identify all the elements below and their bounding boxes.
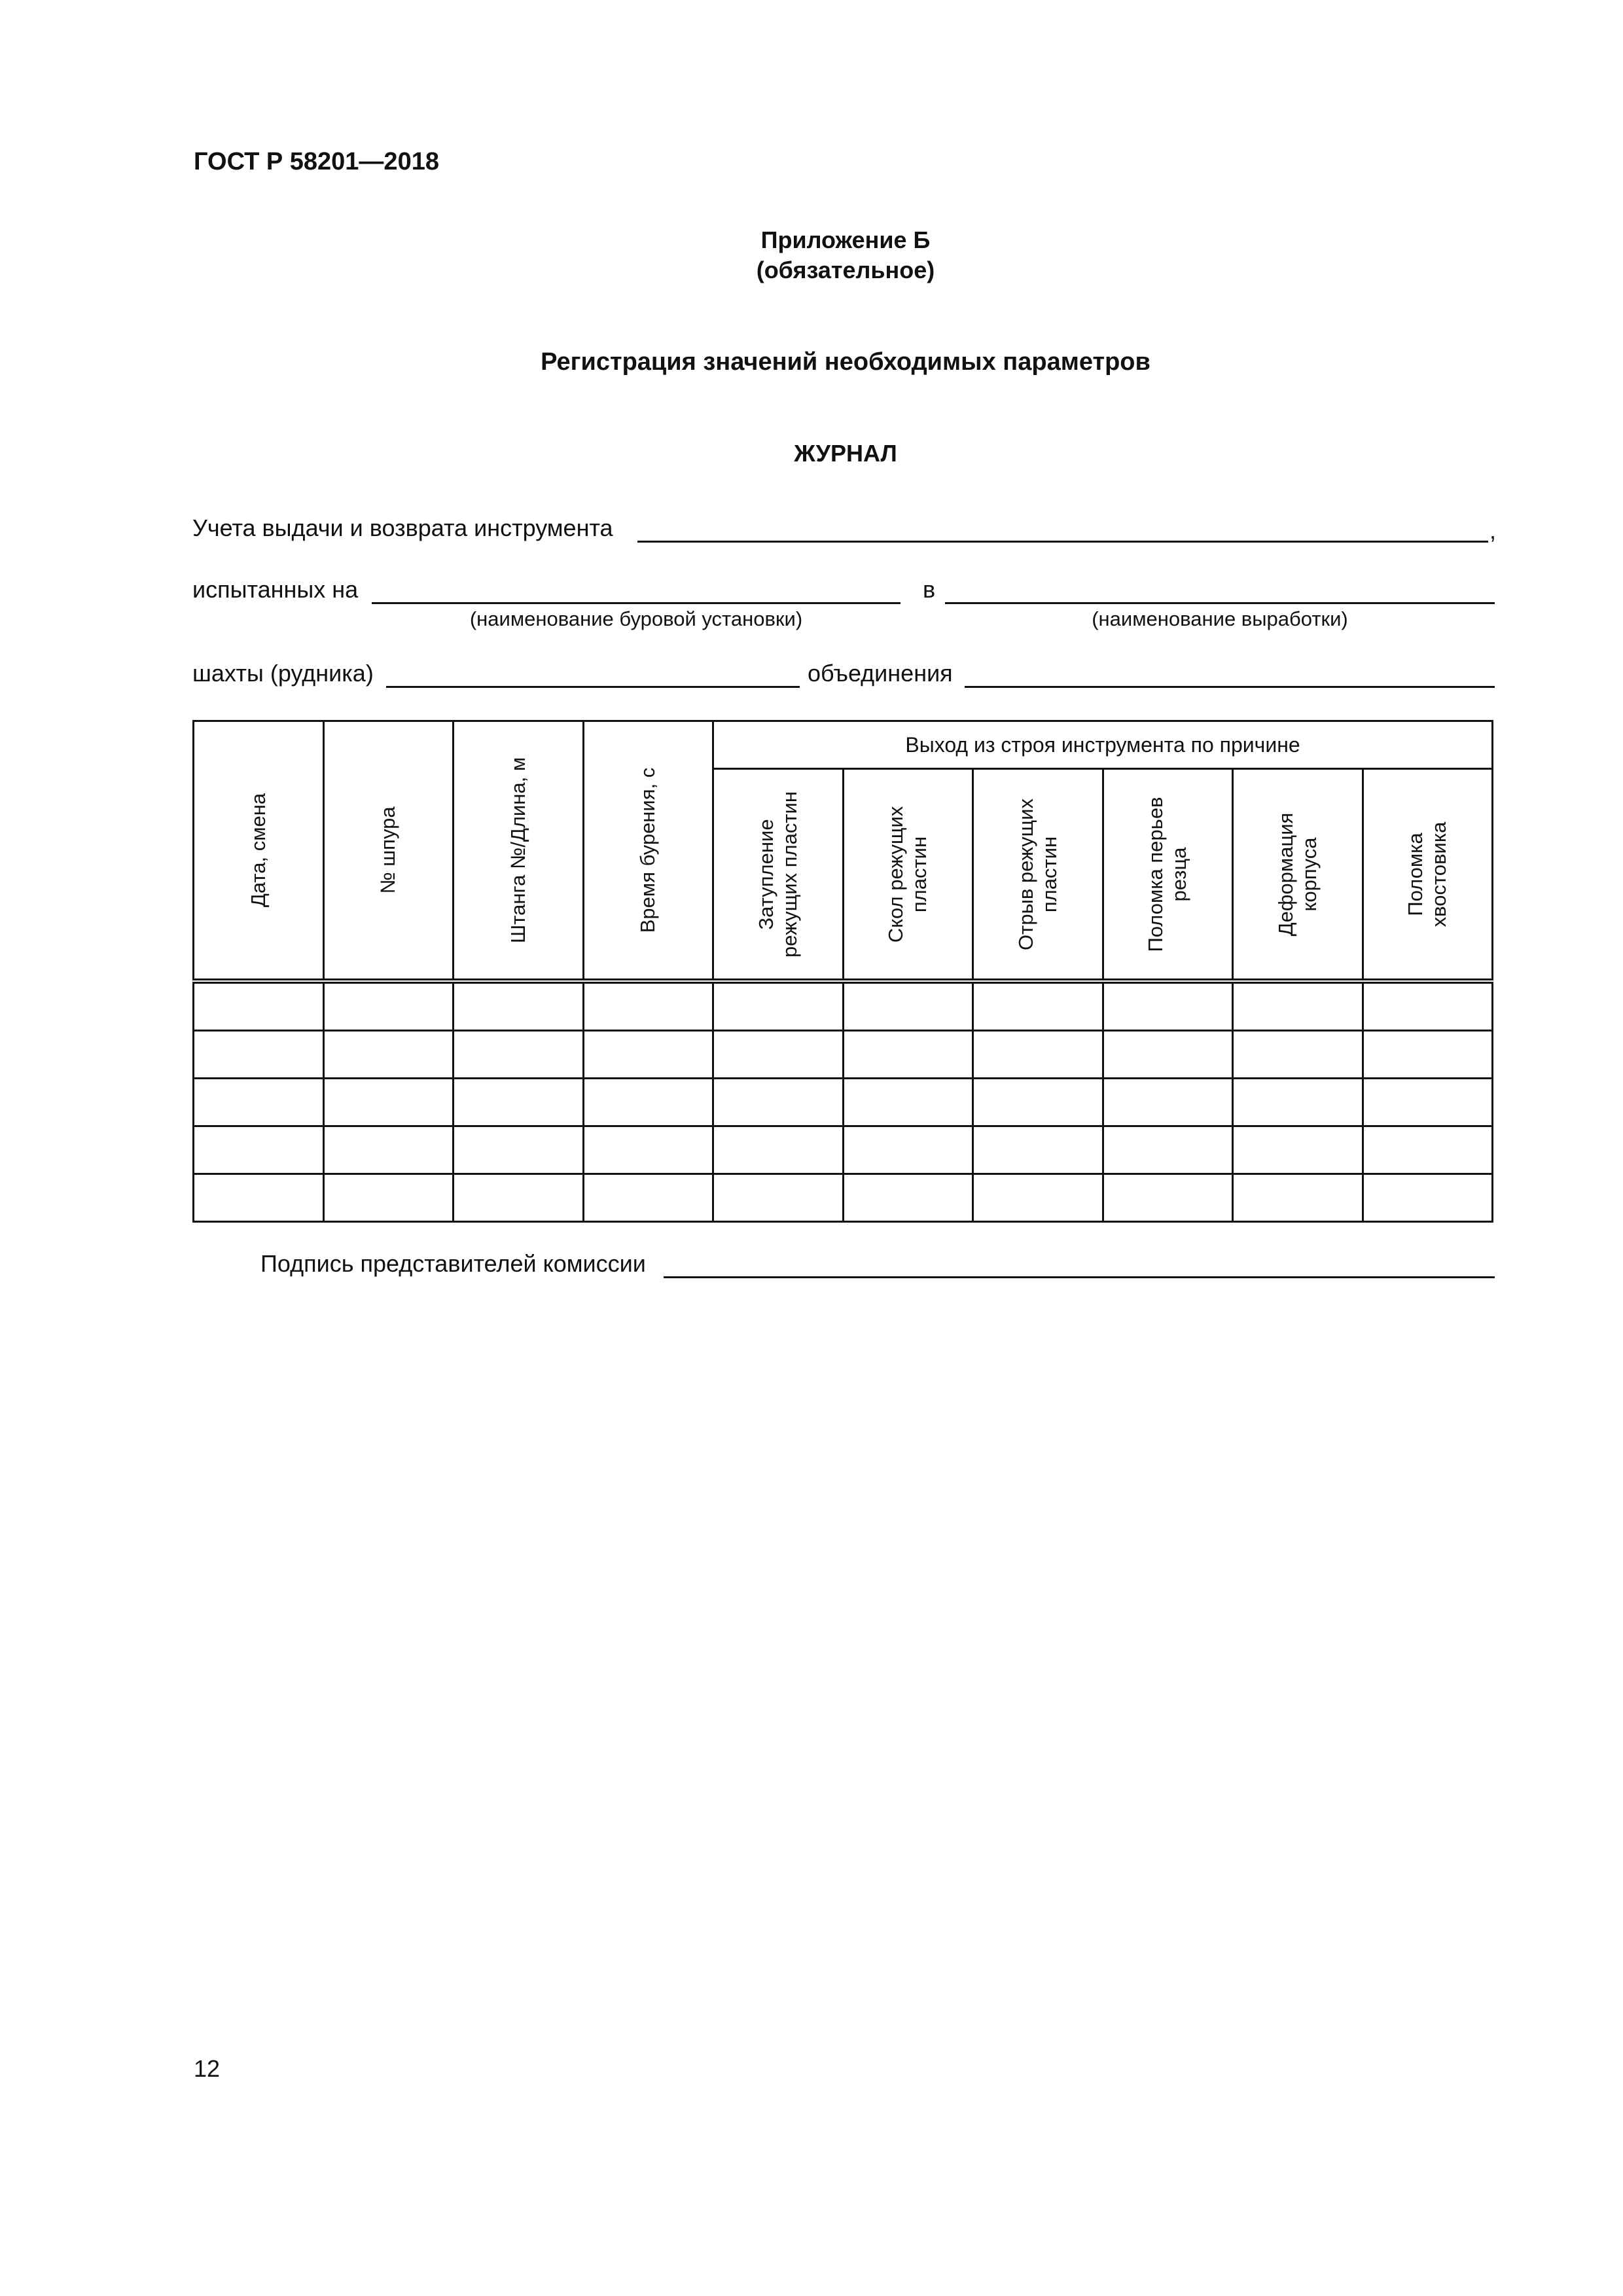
- drilling-rig-field[interactable]: [372, 602, 901, 604]
- table-row: [194, 1174, 1493, 1222]
- annex-title: Приложение Б: [760, 226, 931, 253]
- table-cell[interactable]: [973, 1174, 1103, 1222]
- table-cell[interactable]: [454, 1079, 584, 1126]
- table-cell[interactable]: [454, 1126, 584, 1174]
- table-cell[interactable]: [973, 1079, 1103, 1126]
- table-cell[interactable]: [1103, 1174, 1233, 1222]
- table-cell[interactable]: [1233, 1079, 1363, 1126]
- tool-log-table: [192, 720, 1493, 1223]
- table-row: [194, 1126, 1493, 1174]
- table-cell[interactable]: [713, 981, 844, 1031]
- table-cell[interactable]: [843, 1174, 973, 1222]
- table-cell[interactable]: [583, 1126, 713, 1174]
- table-cell[interactable]: [1363, 1031, 1493, 1079]
- table-cell[interactable]: [1363, 1079, 1493, 1126]
- failure-group-header: Выход из строя инструмента по причине: [713, 721, 1493, 769]
- tool-issue-label: Учета выдачи и возврата инструмента: [192, 514, 613, 541]
- table-cell[interactable]: [194, 1031, 324, 1079]
- table-cell[interactable]: [583, 981, 713, 1031]
- mine-working-caption: (наименование выработки): [1092, 607, 1348, 630]
- table-cell[interactable]: [194, 1126, 324, 1174]
- table-cell[interactable]: [1103, 1031, 1233, 1079]
- page-number: 12: [194, 2055, 221, 2082]
- tool-issue-comma: ,: [1489, 517, 1497, 544]
- signature-field[interactable]: [664, 1276, 1495, 1278]
- column-header-drilling-time: Время бурения, с: [583, 721, 713, 982]
- table-cell[interactable]: [583, 1079, 713, 1126]
- column-header-shank-breakage: Поломка хвостовика: [1363, 769, 1493, 981]
- table-header-row: [194, 721, 1493, 769]
- column-header-blunting: Затупление режущих пластин: [713, 769, 844, 981]
- mine-field[interactable]: [386, 686, 800, 688]
- table-cell[interactable]: [713, 1031, 844, 1079]
- table-cell[interactable]: [1363, 1174, 1493, 1222]
- column-header-detachment: Отрыв режущих пластин: [973, 769, 1103, 981]
- table-cell[interactable]: [973, 1126, 1103, 1174]
- table-cell[interactable]: [1103, 1079, 1233, 1126]
- association-label: объединения: [808, 660, 953, 687]
- section-title: Регистрация значений необходимых параметров: [541, 348, 1150, 376]
- table-cell[interactable]: [323, 981, 454, 1031]
- table-row: [194, 1079, 1493, 1126]
- table-cell[interactable]: [194, 1174, 324, 1222]
- column-header-date: Дата, смена: [194, 721, 324, 982]
- table-row: [194, 981, 1493, 1031]
- column-header-hole-number: № шпура: [323, 721, 454, 982]
- tool-issue-field[interactable]: [637, 541, 1488, 543]
- table-cell[interactable]: [454, 1174, 584, 1222]
- table-cell[interactable]: [1233, 1126, 1363, 1174]
- table-cell[interactable]: [323, 1079, 454, 1126]
- table-cell[interactable]: [843, 1126, 973, 1174]
- table-cell[interactable]: [454, 1031, 584, 1079]
- table-cell[interactable]: [713, 1174, 844, 1222]
- table-cell[interactable]: [973, 981, 1103, 1031]
- table-cell[interactable]: [194, 1079, 324, 1126]
- mine-label: шахты (рудника): [192, 660, 374, 687]
- table-cell[interactable]: [843, 1079, 973, 1126]
- table-cell[interactable]: [323, 1031, 454, 1079]
- table-cell[interactable]: [323, 1126, 454, 1174]
- journal-title: ЖУРНАЛ: [794, 440, 897, 467]
- table-row: [194, 1031, 1493, 1079]
- annex-status: (обязательное): [756, 257, 935, 283]
- table-cell[interactable]: [1103, 981, 1233, 1031]
- table-cell[interactable]: [1233, 981, 1363, 1031]
- column-header-rod-length: Штанга №/Длина, м: [454, 721, 584, 982]
- table-cell[interactable]: [583, 1031, 713, 1079]
- table-cell[interactable]: [1103, 1126, 1233, 1174]
- table-cell[interactable]: [1233, 1174, 1363, 1222]
- column-header-body-deformation: Деформация корпуса: [1233, 769, 1363, 981]
- column-header-blade-breakage: Поломка перьев резца: [1103, 769, 1233, 981]
- table-cell[interactable]: [1233, 1031, 1363, 1079]
- standard-code: ГОСТ Р 58201—2018: [194, 148, 439, 175]
- table-cell[interactable]: [583, 1174, 713, 1222]
- tested-on-label: испытанных на: [192, 576, 359, 603]
- table-cell[interactable]: [843, 1031, 973, 1079]
- drilling-rig-caption: (наименование буровой установки): [469, 607, 803, 630]
- table-cell[interactable]: [1363, 981, 1493, 1031]
- mine-working-field[interactable]: [945, 602, 1495, 604]
- table-cell[interactable]: [713, 1126, 844, 1174]
- table-cell[interactable]: [713, 1079, 844, 1126]
- table-cell[interactable]: [454, 981, 584, 1031]
- table-cell[interactable]: [973, 1031, 1103, 1079]
- table-cell[interactable]: [194, 981, 324, 1031]
- table-cell[interactable]: [323, 1174, 454, 1222]
- association-field[interactable]: [965, 686, 1495, 688]
- signature-label: Подпись представителей комиссии: [260, 1250, 646, 1277]
- column-header-chipping: Скол режущих пластин: [843, 769, 973, 981]
- table-cell[interactable]: [843, 981, 973, 1031]
- in-label: в: [923, 576, 936, 603]
- table-cell[interactable]: [1363, 1126, 1493, 1174]
